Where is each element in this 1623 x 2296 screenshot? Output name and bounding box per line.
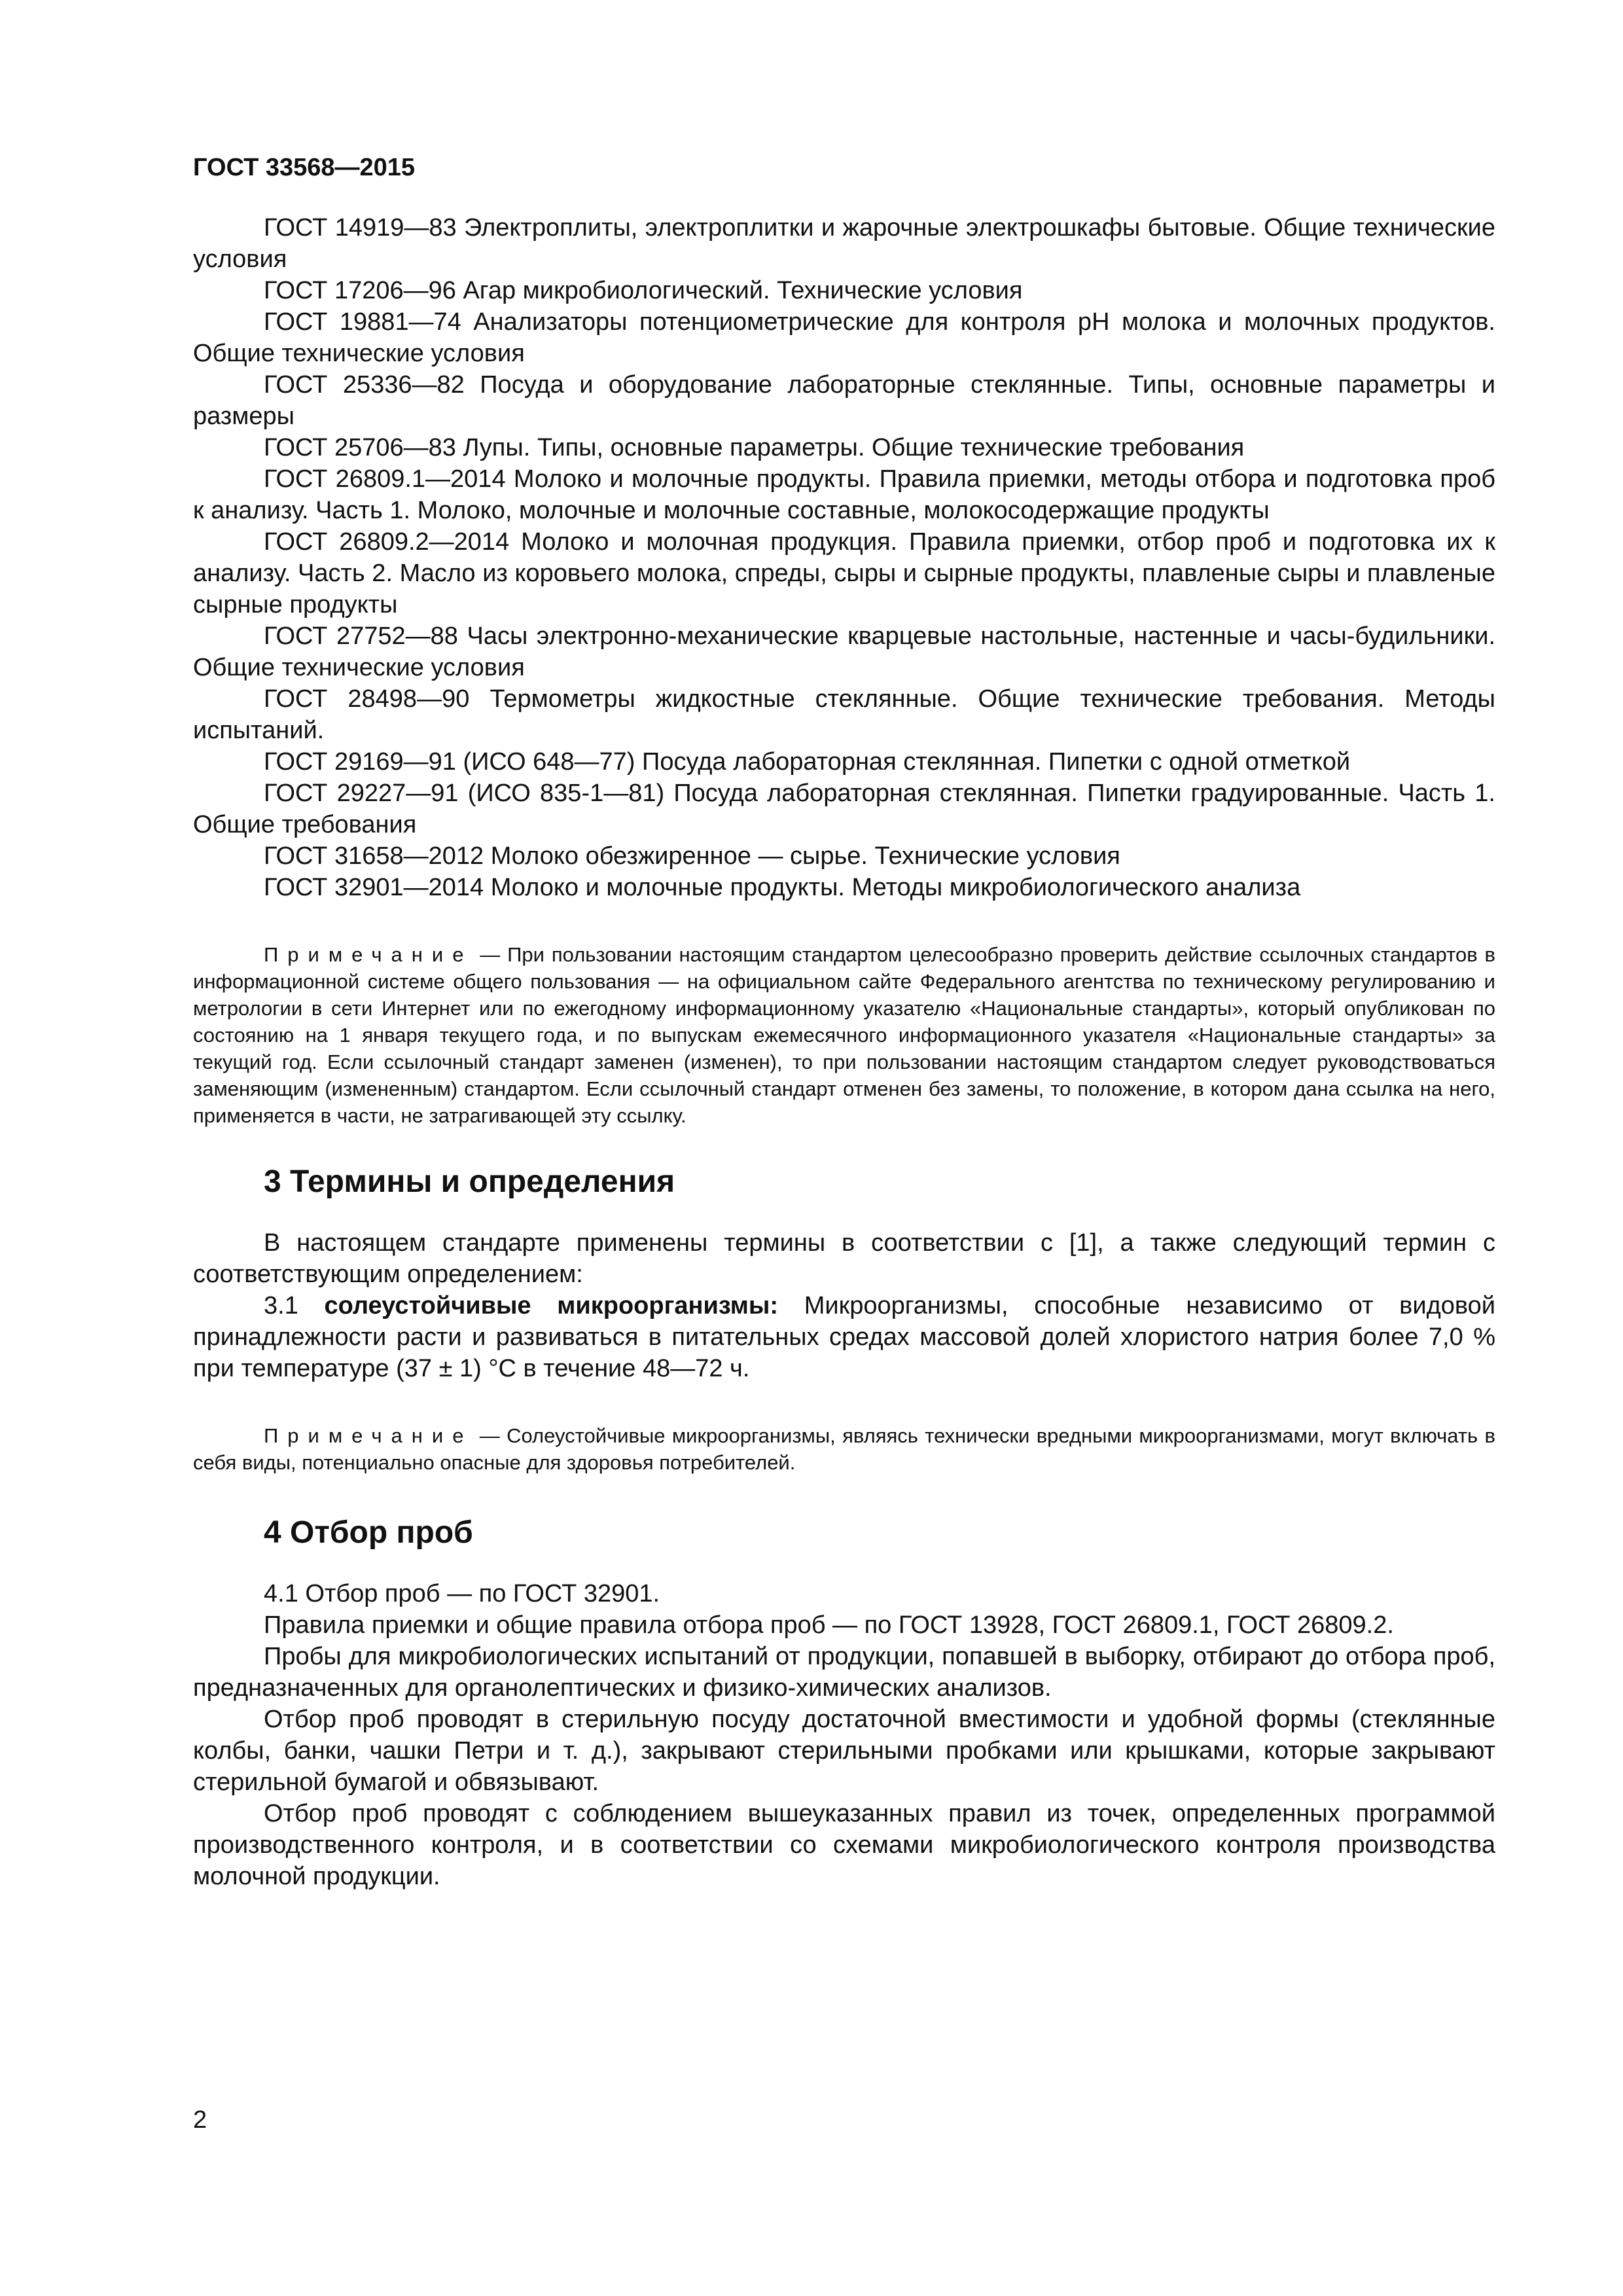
- note-label: Примечание: [264, 1424, 473, 1447]
- term-definition: [193, 1290, 1495, 1384]
- note-label: Примечание: [264, 943, 473, 966]
- section-3-intro: В настоящем стандарте применены термины в соответствии с [1], а также следующий термин с соответствующим определением:: [193, 1229, 1495, 1288]
- section-4-paragraph: Правила приемки и общие правила отбора проб — по ГОСТ 13928, ГОСТ 26809.1, ГОСТ 26809.2.: [264, 1611, 1394, 1639]
- term-note: [193, 1422, 1495, 1476]
- reference-item: ГОСТ 25706—83 Лупы. Типы, основные параметры. Общие технические требования: [264, 434, 1245, 461]
- section-4-paragraph: Отбор проб проводят в стерильную посуду достаточной вместимости и удобной формы (стеклянные колбы, банки, чашки Петри и т. д.), закрывают стерильными пробками или крышками, которые закрывают стерильной бумагой и обвязывают.: [193, 1706, 1495, 1796]
- term-number: 3.1: [264, 1292, 325, 1319]
- document-page: [193, 152, 1495, 1892]
- reference-item: ГОСТ 32901—2014 Молоко и молочные продукты. Методы микробиологического анализа: [264, 874, 1301, 901]
- reference-item: ГОСТ 25336—82 Посуда и оборудование лабораторные стеклянные. Типы, основные параметры и размеры: [193, 371, 1495, 430]
- references-list: [193, 212, 1495, 903]
- term-name: солеустойчивые микроорганизмы:: [324, 1292, 779, 1319]
- reference-item: ГОСТ 29169—91 (ИСО 648—77) Посуда лабораторная стеклянная. Пипетки с одной отметкой: [264, 748, 1351, 776]
- reference-item: ГОСТ 17206—96 Агар микробиологический. Технические условия: [264, 277, 1023, 304]
- reference-item: ГОСТ 19881—74 Анализаторы потенциометрические для контроля pH молока и молочных продуктов. Общие технические условия: [193, 308, 1495, 367]
- section-4-paragraph: 4.1 Отбор проб — по ГОСТ 32901.: [264, 1580, 660, 1607]
- reference-item: ГОСТ 27752—88 Часы электронно-механические кварцевые настольные, настенные и часы-будильники. Общие технические условия: [193, 622, 1495, 681]
- note-text: — Солеустойчивые микроорганизмы, являясь технически вредными микроорганизмами, могут включать в себя виды, потенциально опасные для здоровья потребителей.: [193, 1424, 1495, 1474]
- section-4-paragraph: Отбор проб проводят с соблюдением вышеуказанных правил из точек, определенных программой производственного контроля, и в соответствии со схемами микробиологического контроля производства молочной продукции.: [193, 1800, 1495, 1890]
- note-text: — При пользовании настоящим стандартом целесообразно проверить действие ссылочных стандартов в информационной системе общего пользования — на официальном сайте Федерального агентства по техническому регулированию и метрологии в сети Интернет или по ежегодному информационному указателю «Национальные стандарты», который опубликован по состоянию на 1 января текущего года, и по выпускам ежемесячного информационного указателя «Национальные стандарты» за текущий год. Если ссылочный стандарт заменен (изменен), то при пользовании настоящим стандартом следует руководствоваться заменяющим (измененным) стандартом. Если ссылочный стандарт отменен без замены, то положение, в котором дана ссылка на него, применяется в части, не затрагивающей эту ссылку.: [193, 943, 1495, 1127]
- reference-item: ГОСТ 28498—90 Термометры жидкостные стеклянные. Общие технические требования. Методы испытаний.: [193, 685, 1495, 744]
- page-number: 2: [193, 2106, 207, 2134]
- note-paragraph: [193, 1422, 1495, 1476]
- section-3-title: 3 Термины и определения: [264, 1164, 675, 1199]
- reference-item: ГОСТ 31658—2012 Молоко обезжиренное — сырье. Технические условия: [264, 842, 1120, 870]
- note-paragraph: [193, 941, 1495, 1129]
- term-text: Микроорганизмы, способные независимо от видовой принадлежности расти и развиваться в питательных средах массовой долей хлористого натрия более 7,0 % при температуре (37 ± 1) °С в течение 48—72 ч.: [193, 1292, 1496, 1382]
- references-note: [193, 941, 1495, 1129]
- reference-item: ГОСТ 26809.2—2014 Молоко и молочная продукция. Правила приемки, отбор проб и подготовка их к анализу. Часть 2. Масло из коровьего молока, спреды, сыры и сырные продукты, плавленые сыры и плавленые сырные продукты: [193, 528, 1495, 619]
- section-4-title: 4 Отбор проб: [264, 1515, 473, 1550]
- reference-item: ГОСТ 26809.1—2014 Молоко и молочные продукты. Правила приемки, методы отбора и подготовка проб к анализу. Часть 1. Молоко, молочные и молочные составные, молокосодержащие продукты: [193, 465, 1495, 524]
- reference-item: ГОСТ 14919—83 Электроплиты, электроплитки и жарочные электрошкафы бытовые. Общие технические условия: [193, 214, 1495, 273]
- reference-item: ГОСТ 29227—91 (ИСО 835-1—81) Посуда лабораторная стеклянная. Пипетки градуированные. Часть 1. Общие требования: [193, 780, 1495, 838]
- section-4-paragraph: Пробы для микробиологических испытаний от продукции, попавшей в выборку, отбирают до отбора проб, предназначенных для органолептических и физико-химических анализов.: [193, 1643, 1495, 1702]
- document-header: ГОСТ 33568—2015: [193, 154, 416, 181]
